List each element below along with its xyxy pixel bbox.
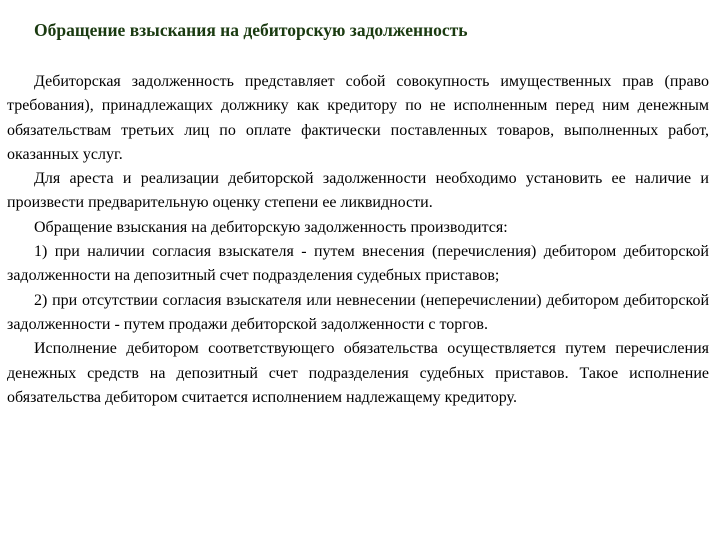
paragraph-execution: Исполнение дебитором соответствующего обязательства осуществляется путем перечисления денежных средств на депозитный счет подразделения судебных приставов. Такое исполнение обязательства дебитором считается исполнением надлежащему кредитору.	[7, 340, 709, 406]
paragraph-definition: Дебиторская задолженность представляет собой совокупность имущественных прав (право требования), принадлежащих должнику как кредитору по не исполненным перед ним денежным обязательствам третьих лиц по оплате фактически поставленных товаров, выполненных работ, оказанных услуг.	[7, 73, 709, 163]
slide-title: Обращение взыскания на дебиторскую задолженность	[34, 20, 468, 40]
paragraph-item-2: 2) при отсутствии согласия взыскателя или невнесении (неперечислении) дебитором дебиторской задолженности - путем продажи дебиторской задолженности с торгов.	[7, 291, 709, 333]
slide-body	[7, 70, 709, 410]
paragraph-arrest: Для ареста и реализации дебиторской задолженности необходимо установить ее наличие и произвести предварительную оценку степени ее ликвидности.	[7, 170, 709, 212]
paragraph-procedure-intro: Обращение взыскания на дебиторскую задолженность производится:	[34, 218, 508, 236]
paragraph-item-1: 1) при наличии согласия взыскателя - путем внесения (перечисления) дебитором дебиторской задолженности на депозитный счет подразделения судебных приставов;	[7, 243, 709, 285]
